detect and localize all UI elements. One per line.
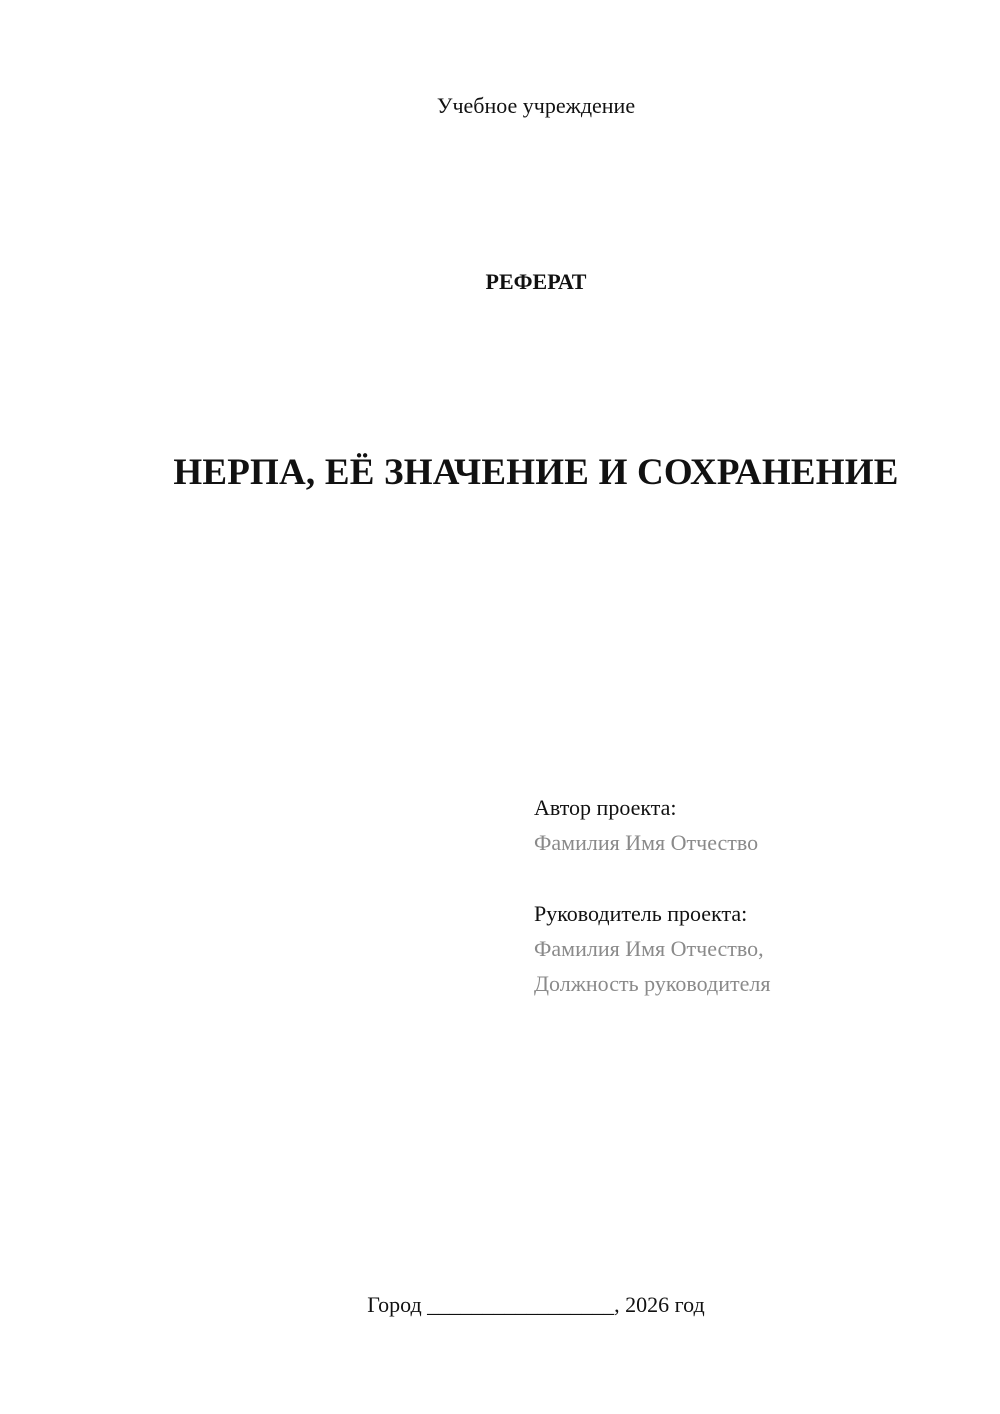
author-label: Автор проекта: [534, 795, 677, 820]
document-type-label: РЕФЕРАТ [485, 269, 587, 294]
city-year-line: Город _________________, 2026 год [367, 1292, 705, 1317]
document-title: НЕРПА, ЕЁ ЗНАЧЕНИЕ И СОХРАНЕНИЕ [173, 452, 899, 493]
authors-block [534, 790, 954, 1001]
supervisor-name: Фамилия Имя Отчество, [534, 936, 764, 961]
supervisor-label: Руководитель проекта: [534, 901, 748, 926]
authors-spacer [534, 860, 954, 896]
institution-name: Учебное учреждение [436, 93, 636, 118]
supervisor-position: Должность руководителя [534, 971, 771, 996]
author-name: Фамилия Имя Отчество [534, 830, 759, 855]
